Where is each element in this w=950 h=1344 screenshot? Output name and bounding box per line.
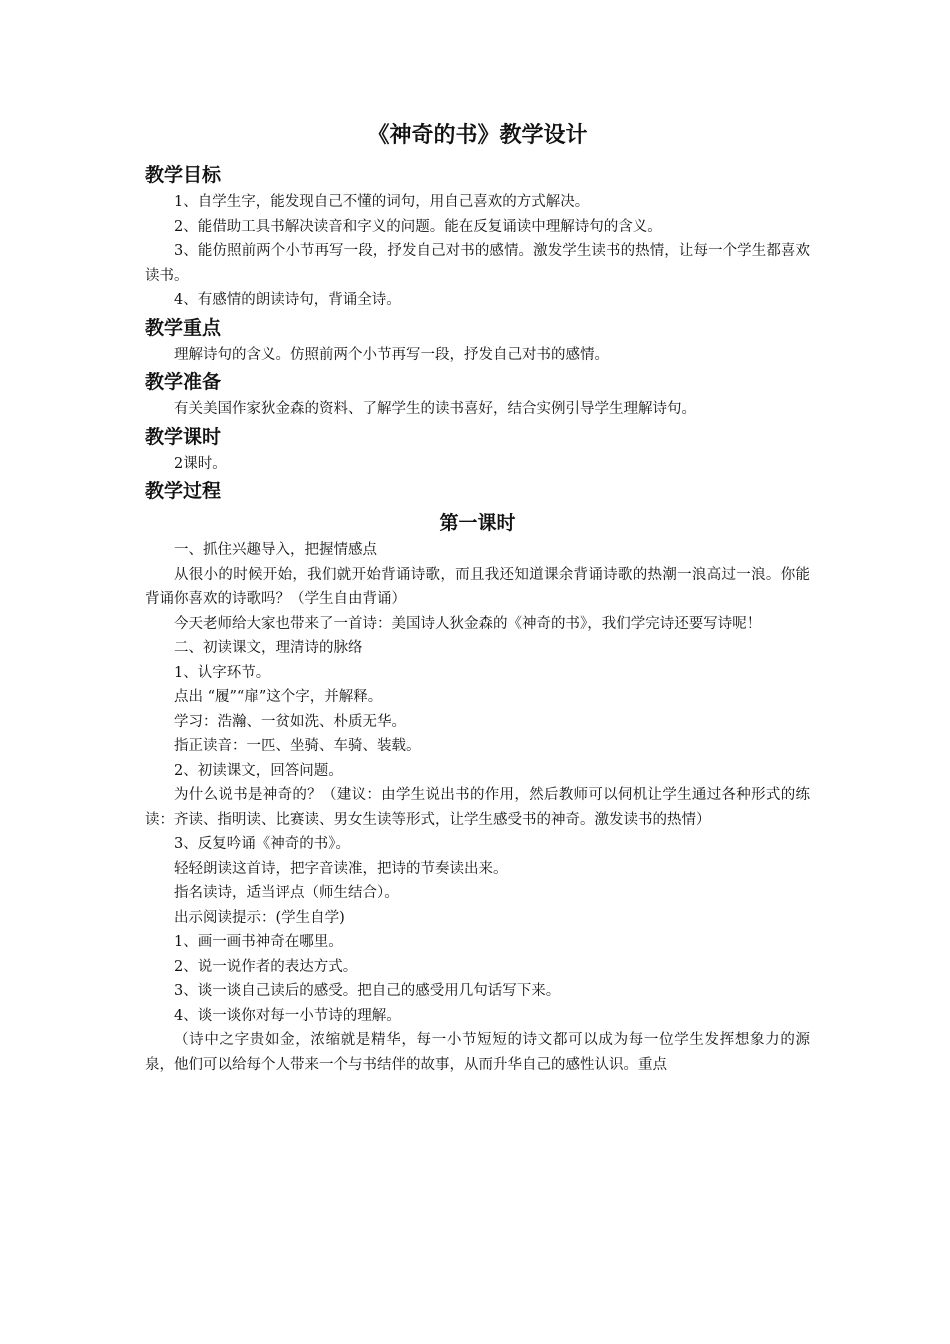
section-heading-key-points: 教学重点 [145, 316, 222, 339]
process-paragraph: 指正读音：一匹、坐骑、车骑、装载。 [174, 738, 421, 754]
process-paragraph: 为什么说书是神奇的？（建议：由学生说出书的作用，然后教师可以伺机让学生通过各种形式的练读：齐读、指明读、比赛读、男女生读等形式，让学生感受书的神奇。激发读书的热情） [145, 787, 810, 828]
section-heading-preparation: 教学准备 [145, 371, 222, 393]
process-paragraph: 3、反复吟诵《神奇的书》。 [174, 836, 350, 852]
section-heading-hours: 教学课时 [145, 425, 222, 448]
objective-item: 4、有感情的朗读诗句，背诵全诗。 [174, 292, 401, 308]
process-paragraph: 一、抓住兴趣导入，把握情感点 [174, 542, 377, 558]
process-paragraph: 点出 “履”“扉”这个字，并解释。 [174, 689, 383, 705]
process-paragraph: 学习：浩瀚、一贫如洗、朴质无华。 [174, 713, 406, 730]
section-heading-objectives: 教学目标 [145, 164, 222, 186]
process-paragraph: 3、谈一谈自己读后的感受。把自己的感受用几句话写下来。 [174, 983, 561, 999]
lesson-heading: 第一课时 [439, 512, 516, 534]
objective-item: 2、能借助工具书解决读音和字义的问题。能在反复诵读中理解诗句的含义。 [174, 218, 662, 235]
document-page [145, 118, 810, 1077]
process-paragraph: 4、谈一谈你对每一小节诗的理解。 [174, 1007, 401, 1024]
key-points-text: 理解诗句的含义。仿照前两个小节再写一段，抒发自己对书的感情。 [174, 346, 609, 363]
process-paragraph: 1、认字环节。 [174, 664, 271, 681]
process-paragraph: 2、初读课文，回答问题。 [174, 762, 343, 779]
preparation-text: 有关美国作家狄金森的资料、了解学生的读书喜好，结合实例引导学生理解诗句。 [174, 401, 696, 417]
process-paragraph: 今天老师给大家也带来了一首诗：美国诗人狄金森的《神奇的书》，我们学完诗还要写诗呢！ [174, 615, 762, 632]
objective-item: 1、自学生字，能发现自己不懂的词句，用自己喜欢的方式解决。 [174, 194, 590, 210]
process-paragraph: 从很小的时候开始，我们就开始背诵诗歌，而且我还知道课余背诵诗歌的热潮一浪高过一浪。你能背诵你喜欢的诗歌吗？（学生自由背诵） [145, 566, 810, 607]
process-paragraph: 出示阅读提示：(学生自学) [174, 909, 345, 926]
document-title: 《神奇的书》教学设计 [367, 123, 588, 148]
process-paragraph: 轻轻朗读这首诗，把字音读准，把诗的节奏读出来。 [174, 860, 508, 877]
process-paragraph: （诗中之字贵如金，浓缩就是精华，每一小节短短的诗文都可以成为每一位学生发挥想象力的源泉，他们可以给每个人带来一个与书结伴的故事，从而升华自己的感性认识。重点 [145, 1032, 810, 1073]
hours-text: 2课时。 [174, 455, 227, 472]
process-paragraph: 1、画一画书神奇在哪里。 [174, 934, 343, 950]
process-paragraph: 指名读诗，适当评点（师生结合）。 [174, 885, 399, 901]
section-heading-process: 教学过程 [145, 480, 222, 502]
process-paragraph: 二、初读课文，理清诗的脉络 [174, 640, 363, 656]
process-paragraph: 2、说一说作者的表达方式。 [174, 958, 358, 975]
objective-item: 3、能仿照前两个小节再写一段，抒发自己对书的感情。激发学生读书的热情，让每一个学生都喜欢读书。 [145, 243, 810, 284]
